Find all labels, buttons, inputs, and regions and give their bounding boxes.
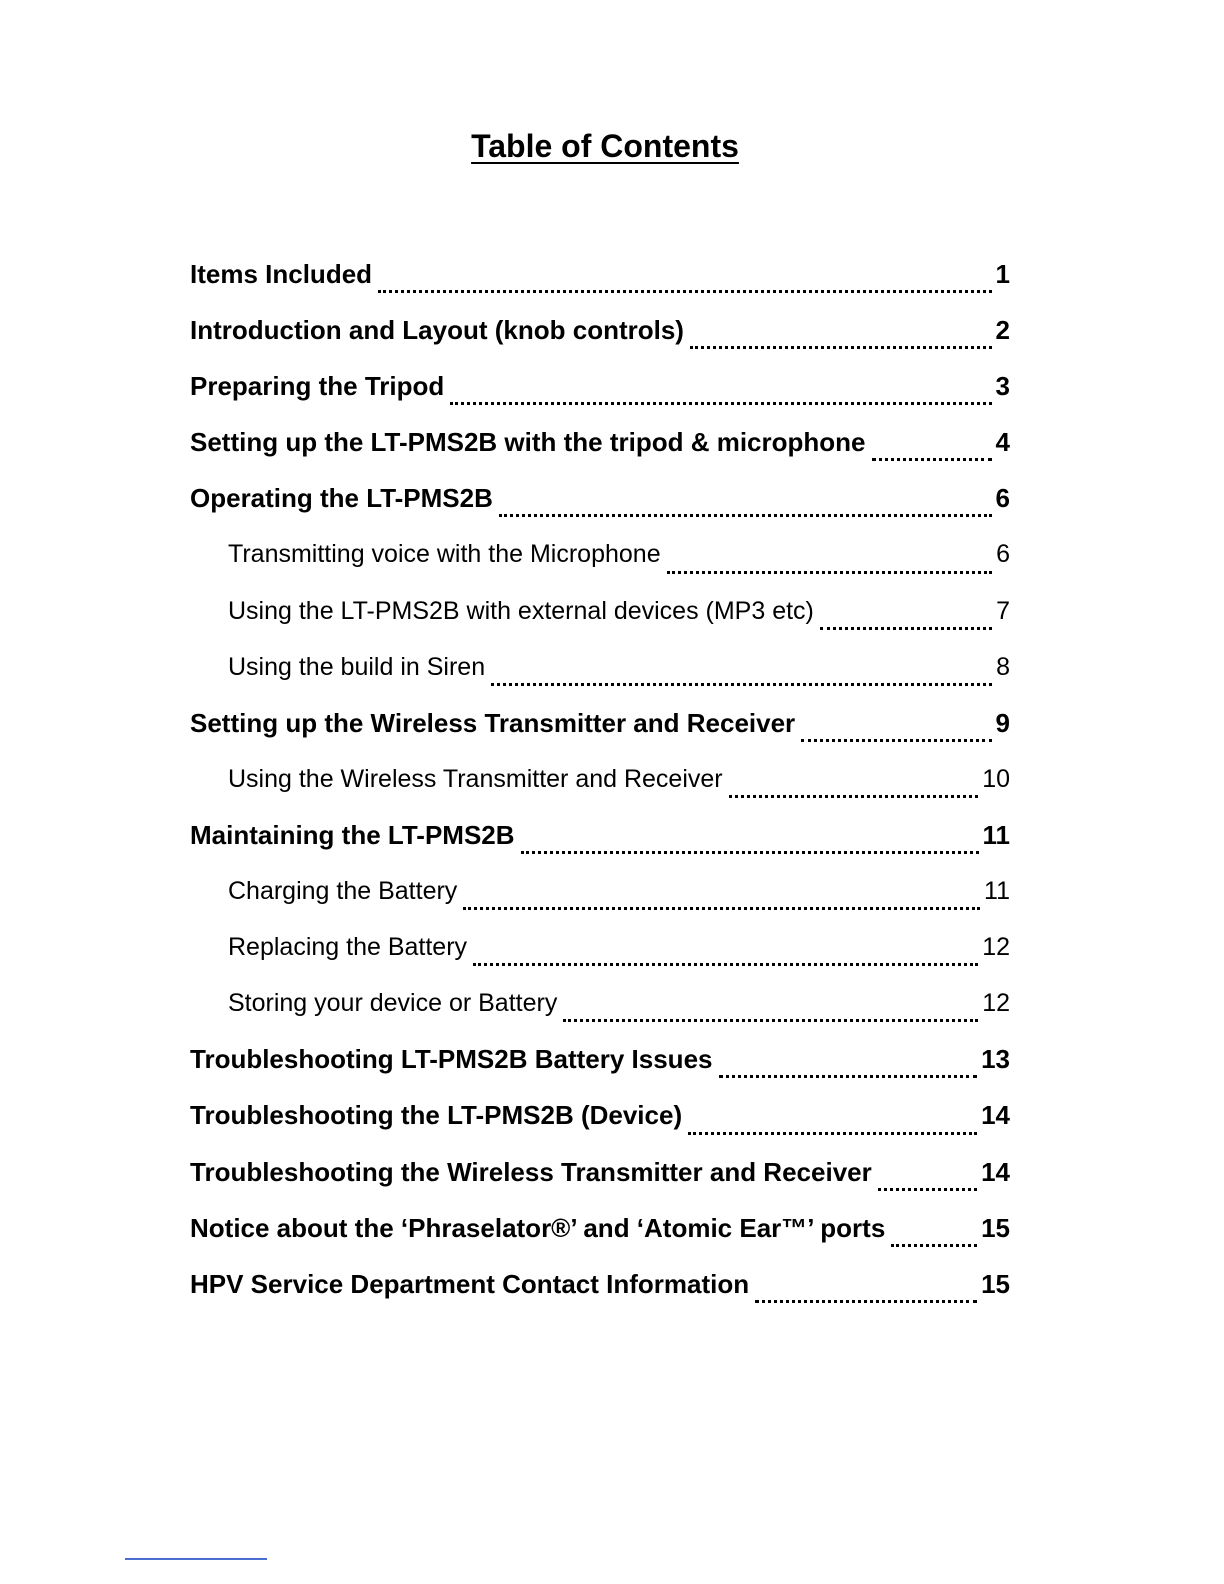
toc-entry[interactable]	[190, 1039, 1010, 1095]
toc-entry-label: Items Included	[190, 259, 373, 289]
toc-subentry-label: Using the LT-PMS2B with external devices (MP3 etc)	[228, 596, 814, 625]
toc-subentry-label: Replacing the Battery	[228, 933, 468, 962]
toc-leader-dots	[688, 1132, 977, 1135]
toc-subentry-page: 11	[984, 877, 1010, 906]
toc-subentry-page: 12	[982, 933, 1010, 962]
toc-subentry-label: Charging the Battery	[228, 877, 458, 906]
toc-subentry-label: Storing your device or Battery	[228, 989, 558, 1018]
toc-entry-page: 2	[995, 315, 1010, 346]
toc-entry[interactable]	[190, 1152, 1010, 1208]
toc-leader-dots	[801, 739, 991, 742]
toc-subentry[interactable]	[228, 534, 1010, 590]
toc-entry[interactable]	[190, 478, 1010, 534]
toc-entry-label: Troubleshooting the LT-PMS2B (Device)	[190, 1100, 683, 1131]
toc-subentry[interactable]	[228, 927, 1010, 983]
toc-subentry[interactable]	[228, 983, 1010, 1039]
toc-entry-page: 15	[981, 1268, 1010, 1299]
toc-subentry[interactable]	[228, 647, 1010, 703]
toc-leader-dots	[755, 1300, 977, 1303]
toc-entry-page: 14	[981, 1156, 1010, 1187]
toc-leader-dots	[463, 907, 980, 910]
toc-subentry-label: Using the Wireless Transmitter and Receiver	[228, 764, 723, 793]
toc-subentry[interactable]	[228, 871, 1010, 927]
toc-leader-dots	[521, 851, 979, 854]
toc-entry-page: 3	[995, 371, 1010, 402]
toc-leader-dots	[872, 458, 992, 461]
toc-entry-label: Troubleshooting the Wireless Transmitter and Receiver	[190, 1156, 872, 1187]
toc-subentry-page: 12	[982, 989, 1010, 1018]
page-title-text: Table of Contents	[471, 128, 739, 164]
footnote-separator	[125, 1558, 267, 1560]
toc-leader-dots	[820, 627, 992, 630]
toc-subentry-page: 10	[982, 764, 1010, 793]
toc-subentry-page: 6	[996, 540, 1010, 569]
toc-entry[interactable]	[190, 310, 1010, 366]
toc-entry-page: 15	[981, 1212, 1010, 1243]
toc-subentry-label: Transmitting voice with the Microphone	[228, 540, 661, 569]
toc-entry[interactable]	[190, 366, 1010, 422]
toc-entry[interactable]	[190, 815, 1010, 871]
toc-entry-page: 11	[982, 819, 1010, 850]
toc-leader-dots	[878, 1188, 977, 1191]
toc-entry[interactable]	[190, 254, 1010, 310]
toc-entry-page: 9	[995, 707, 1010, 738]
toc-entry-page: 1	[995, 259, 1010, 289]
toc-leader-dots	[891, 1244, 977, 1247]
toc-entry-label: HPV Service Department Contact Information	[190, 1268, 750, 1299]
toc-entry[interactable]	[190, 1208, 1010, 1264]
toc-leader-dots	[473, 963, 978, 966]
toc-entry-page: 6	[995, 483, 1010, 514]
toc-entry-label: Operating the LT-PMS2B	[190, 483, 493, 514]
toc-entry-label: Troubleshooting LT-PMS2B Battery Issues	[190, 1044, 713, 1075]
toc-entry-page: 4	[995, 427, 1010, 458]
toc-leader-dots	[690, 346, 992, 349]
toc-subentry-label: Using the build in Siren	[228, 652, 486, 681]
toc-entry-label: Introduction and Layout (knob controls)	[190, 315, 684, 346]
page-title	[0, 126, 1210, 166]
toc-leader-dots	[729, 795, 979, 798]
toc-list	[0, 254, 1224, 1320]
toc-entry[interactable]	[190, 1095, 1010, 1151]
toc-leader-dots	[563, 1019, 978, 1022]
toc-entry-label: Setting up the LT-PMS2B with the tripod & microphone	[190, 427, 866, 458]
toc-entry-page: 13	[981, 1044, 1010, 1075]
toc-leader-dots	[667, 571, 993, 574]
toc-leader-dots	[719, 1075, 978, 1078]
toc-leader-dots	[450, 402, 991, 405]
toc-entry-label: Notice about the ‘Phraselator®’ and ‘Atomic Ear™’ ports	[190, 1212, 886, 1243]
toc-leader-dots	[378, 290, 991, 293]
toc-subentry-page: 7	[996, 596, 1010, 625]
toc-leader-dots	[491, 683, 992, 686]
toc-entry[interactable]	[190, 1264, 1010, 1320]
toc-subentry[interactable]	[228, 759, 1010, 815]
toc-entry-page: 14	[981, 1100, 1010, 1131]
toc-entry-label: Setting up the Wireless Transmitter and Receiver	[190, 707, 796, 738]
toc-entry-label: Maintaining the LT-PMS2B	[190, 819, 515, 850]
toc-entry[interactable]	[190, 422, 1010, 478]
toc-subentry-page: 8	[996, 652, 1010, 681]
toc-entry-label: Preparing the Tripod	[190, 371, 445, 402]
toc-entry[interactable]	[190, 703, 1010, 759]
toc-leader-dots	[499, 514, 992, 517]
toc-subentry[interactable]	[228, 591, 1010, 647]
